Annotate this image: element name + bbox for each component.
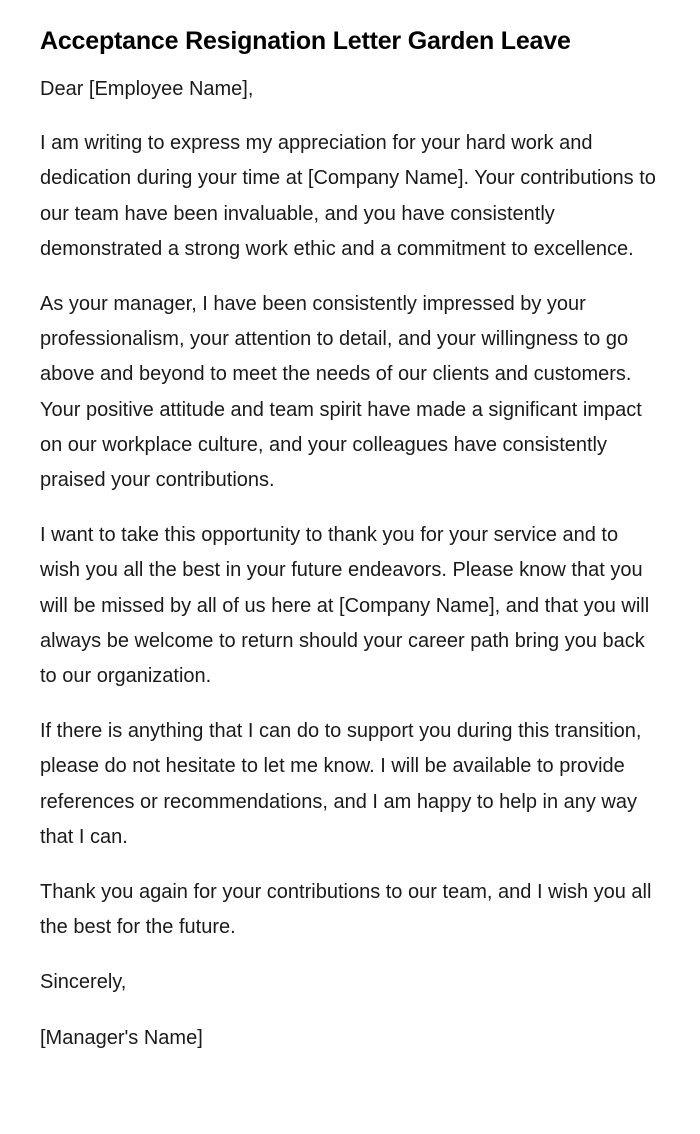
letter-closing: Sincerely, <box>40 971 127 994</box>
letter-paragraph-5: Thank you again for your contributions to our team, and I wish you all the best for the future. <box>40 881 652 939</box>
letter-paragraph-2: As your manager, I have been consistently impressed by your professionalism, your attention to detail, and your willingness to go above and beyond to meet the needs of our clients and customers. Your positive attitude and team spirit have made a significant impact on our workplace culture, and your colleagues have consistently praised your contributions. <box>40 293 642 492</box>
letter-title: Acceptance Resignation Letter Garden Leave <box>40 27 571 55</box>
letter-paragraph-4: If there is anything that I can do to support you during this transition, please do not hesitate to let me know. I will be available to provide references or recommendations, and I am happy to help in any way that I can. <box>40 720 642 848</box>
letter-salutation: Dear [Employee Name], <box>40 78 254 100</box>
letter-signature: [Manager's Name] <box>40 1026 203 1049</box>
letter-paragraph-1: I am writing to express my appreciation for your hard work and dedication during your time at [Company Name]. Your contributions to our team have been invaluable, and you have consistently demonstrated a strong work ethic and a commitment to excellence. <box>40 132 656 260</box>
letter-paragraph-3: I want to take this opportunity to thank you for your service and to wish you all the best in your future endeavors. Please know that you will be missed by all of us here at [Company Name], and that you will always be welcome to return should your career path bring you back to our organization. <box>40 524 650 688</box>
